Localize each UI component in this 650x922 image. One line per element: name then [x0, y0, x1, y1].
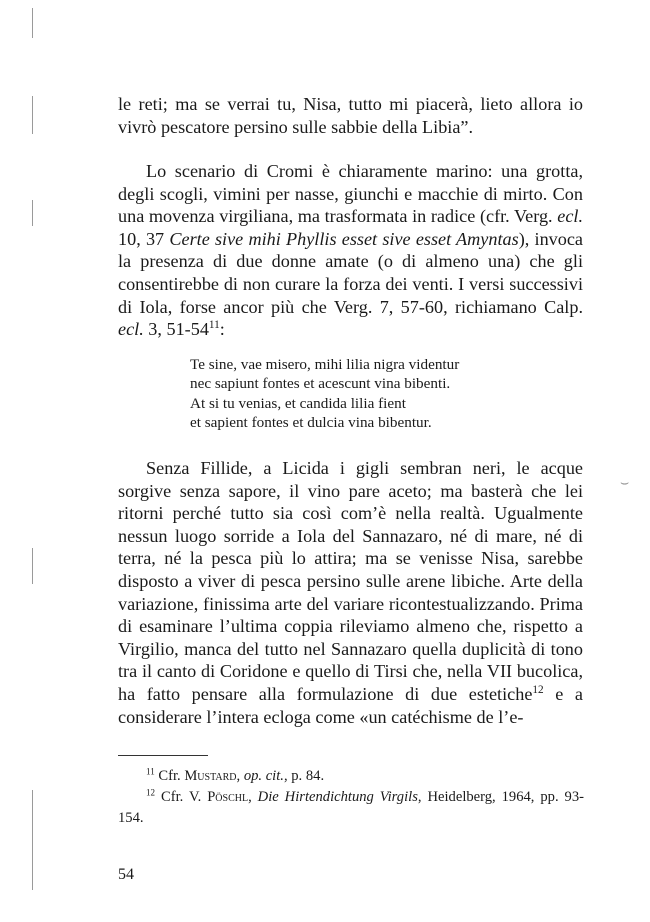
footnote-book-title: Die Hirtendichtung Virgils [257, 789, 418, 805]
text-run: Lo scenario di Cromi è chiaramente marino: una grotta, degli scogli, vimini per nasse, giunchi e macchie di mirto. Con una movenza virgiliana, ma trasformata in radice (cfr. Verg. [118, 161, 583, 227]
italic-abbrev: ecl. [557, 206, 583, 227]
text-run: 3, 51-54 [143, 319, 209, 340]
scan-gutter-mark [32, 548, 33, 584]
paragraph-text [118, 457, 583, 728]
footnotes [118, 766, 584, 829]
paragraph-continuation [118, 93, 583, 138]
text-run: , p. 84. [283, 768, 325, 784]
verse-line: At si tu venias, et candida lilia fient [190, 394, 406, 412]
text-run: Senza Fillide, a Licida i gigli sembran neri, le acque sorgive senza sapore, il vino pare aceto; ma basterà che lei ritorni perché tutto sia così com’è nella realtà. Ugualmente nessun luogo sorride a Iola del Sannazaro, né di mare, né di terra, né la pesca più lo attira; ma se venisse Nisa, sarebbe disposto a viver di pesca persino sulle arene libiche. Arte della variazione, finissima arte del variare ricontestualizzando. Prima di esaminare l’ultima coppia rileviamo almeno che, rispetto a Virgilio, manca del tutto nel Sannazaro quella duplicità di tono tra il canto di Coridone e quello di Tirsi che, nella VII bucolica, ha fatto pensare alla formulazione di due estetiche [118, 458, 583, 704]
text-run: , Heidelberg, 1964, pp. 93-154. [118, 789, 584, 826]
verse-line: et sapient fontes et dulcia vina bibentur. [190, 414, 432, 432]
paragraph-scenario [118, 160, 583, 341]
paragraph-text [118, 160, 583, 341]
scan-edge-mark: ⌣ [620, 476, 630, 491]
footnote-ref-12[interactable]: 12 [532, 684, 544, 697]
footnote-12 [118, 787, 584, 829]
scan-gutter-mark [32, 790, 33, 890]
italic-abbrev: ecl. [118, 319, 144, 340]
text-run: ), invoca la presenza di due donne amate (o di almeno una) che gli consentirebbe di non curare la forza dei venti. I versi successivi di Iola, forse ancor più che Verg. 7, 57-60, richiamano Calp. [118, 228, 584, 317]
footnote-11 [118, 766, 584, 787]
footnote-number: 11 [146, 766, 155, 777]
paragraph-text: le reti; ma se verrai tu, Nisa, tutto mi piacerà, lieto allora io vivrò pescatore persino sulle sabbie della Libia”. [118, 94, 583, 137]
scan-gutter-mark [32, 96, 33, 134]
text-run: 10, 37 [118, 228, 170, 249]
footnote-number: 12 [146, 787, 156, 798]
footnote-author: Pöschl [207, 789, 249, 805]
text-run: , [248, 789, 258, 805]
scan-gutter-mark [32, 8, 33, 38]
verse-quotation [190, 355, 550, 433]
italic-abbrev: op. cit. [243, 768, 284, 784]
scan-gutter-mark [32, 200, 33, 226]
text-run: Cfr. [158, 768, 185, 784]
text-run: , [236, 768, 244, 784]
verse-line: nec sapiunt fontes et acescunt vina bibenti. [190, 375, 451, 393]
paragraph-analysis [118, 457, 583, 728]
footnote-rule [118, 755, 208, 756]
text-run: Cfr. V. [160, 789, 208, 805]
verse-line: Te sine, vae misero, mihi lilia nigra videntur [190, 356, 460, 373]
footnote-author: Mustard [184, 768, 237, 784]
text-run: e a considerare l’intera ecloga come «un catéchisme de l’e- [118, 683, 583, 727]
page-number: 54 [118, 866, 134, 883]
text-run: : [219, 319, 225, 340]
italic-quotation: Certe sive mihi Phyllis esset sive esset Amyntas [169, 228, 519, 249]
footnote-ref-11[interactable]: 11 [208, 319, 220, 332]
